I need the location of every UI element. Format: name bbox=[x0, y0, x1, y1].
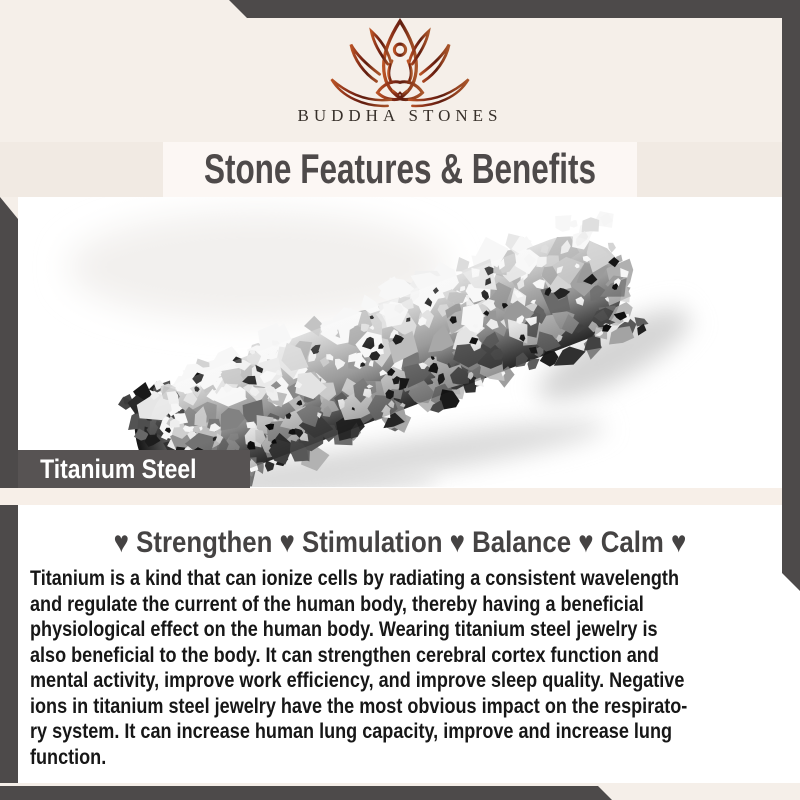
paragraph-line: physiological effect on the human body. Wearing titanium steel jewelry is bbox=[30, 617, 658, 641]
paragraph-line: ions in titanium steel jewelry have the most obvious impact on the respirato- bbox=[30, 693, 688, 718]
stone-name-text: Titanium Steel bbox=[40, 454, 197, 484]
brand-name: BUDDHA STONES bbox=[297, 106, 503, 125]
frame-top-right-strip bbox=[229, 0, 800, 591]
paragraph-line: mental activity, improve work efficiency, and improve sleep quality. Negative bbox=[30, 668, 685, 692]
paragraph-line: function. bbox=[30, 744, 107, 769]
paragraph-line: and regulate the current of the human body, thereby having a beneficial bbox=[30, 591, 644, 616]
benefits-paragraph bbox=[30, 566, 800, 770]
benefits-heading: ♥ Strengthen ♥ Stimulation ♥ Balance ♥ Calm ♥ bbox=[113, 526, 687, 559]
lotus-meditation-icon bbox=[322, 18, 478, 110]
page-title: Stone Features & Benefits bbox=[203, 145, 597, 192]
paragraph-line: Titanium is a kind that can ionize cells by radiating a consistent wavelength bbox=[30, 566, 679, 590]
paragraph-line: also beneficial to the body. It can strengthen cerebral cortex function and bbox=[30, 642, 659, 667]
paragraph-line: ry system. It can increase human lung capacity, improve and increase lung bbox=[30, 719, 673, 743]
